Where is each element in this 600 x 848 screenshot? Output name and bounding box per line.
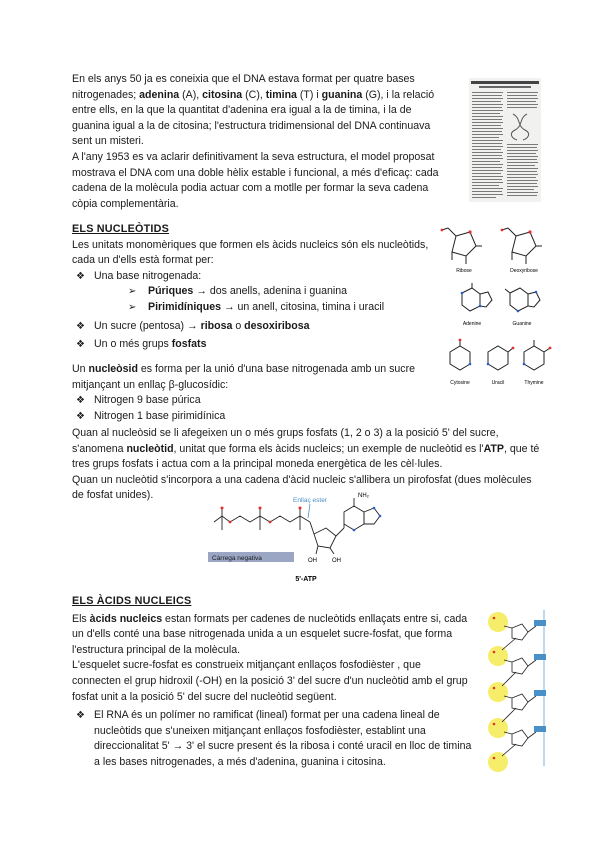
atp-figure <box>200 490 410 586</box>
intro-section <box>72 72 452 212</box>
list-item-puriques: ➢ Púriques → dos anells, adenina i guanina <box>72 284 432 300</box>
nucleotids-heading: ELS NUCLEÒTIDS <box>72 223 169 235</box>
cytosine-label: Cytosine <box>450 380 470 386</box>
uracil-label: Uracil <box>491 380 505 386</box>
deoxyribose-label: Deoxyribose <box>510 268 538 274</box>
nucleosid-list <box>72 393 434 424</box>
guanine-label: Guanine <box>512 321 532 327</box>
nh2-label: NH₂ <box>358 493 369 499</box>
list-item-base: ❖ Una base nitrogenada: <box>72 269 432 285</box>
pyrimidines-figure <box>440 338 556 388</box>
negative-charge-label: Càrrega negativa <box>212 555 262 562</box>
pirofosfat-paragraph: Quan un nucleòtid s'incorpora a una cadena d'àcid nucleic s'allibera un pirofosfat (dues molècules de fosfat unides). <box>72 473 532 502</box>
atp-caption: 5'-ATP <box>295 576 317 583</box>
oh-label-2: OH <box>332 558 341 564</box>
newspaper-article-image <box>469 78 541 202</box>
list-item-pirimidiniques: ➢ Pirimidíniques → un anell, citosina, timina i uracil <box>72 300 432 316</box>
sugars-figure <box>436 222 556 274</box>
list-item-fosfats: ❖ Un o més grups fosfats <box>72 337 432 353</box>
acids-heading: ELS ÀCIDS NUCLEICS <box>72 595 192 607</box>
oh-label-1: OH <box>308 558 317 564</box>
nucleosid-block <box>72 362 434 424</box>
intro-paragraph-1: En els anys 50 ja es coneixia que el DNA estava format per quatre bases nitrogenades; adenina (A), citosina (C), timina (T) i guanina (G), i la relació entre ells, en la que la quantitat d'adenina era igual a la de timina, i la de guanina igual a la de citosina; l'estructura tridimensional del DNA continuava sent un misteri. <box>72 73 435 148</box>
atp-paragraph: Quan al nucleòsid se li afegeixen un o més grups fosfats (1, 2 o 3) a la posició 5' del sucre, s'anomena nucleòtid, unitat que forma els àcids nucleics; un exemple de nucleòtid es l'ATP, que té tres grups fosfats i actua com a la principal moneda energètica de les cèl·lules. <box>72 427 540 471</box>
acids-section <box>72 594 472 771</box>
ester-bond-label: Enllaç ester <box>293 497 327 504</box>
list-item-n9: ❖ Nitrogen 9 base púrica <box>72 393 434 409</box>
nucleotids-intro: Les unitats monomèriques que formen els àcids nucleics són els nucleòtids, cada un d'ells està format per: <box>72 238 429 267</box>
purines-figure <box>448 283 548 329</box>
thymine-label: Thymine <box>524 380 544 386</box>
intro-paragraph-2: A l'any 1953 es va aclarir definitivament la seva estructura, el model proposat mostrava el DNA com una doble hèlix estable i funcional, a més d'eficaç: cada cadena de la molècula podia actuar com a motlle per formar la seva cadena còpia complementària. <box>72 150 439 210</box>
acids-paragraph-2: L'esquelet sucre-fosfat es construeix mitjançant enllaços fosfodièster , que connecten el grup hidroxil (-OH) en la posició 3' del sucre d'un nucleòtid amb el grup fosfat unit a la posició 5' del sucre del nucleòtid següent. <box>72 659 468 703</box>
nucleotide-components-list <box>72 269 432 353</box>
acids-paragraph-1: Els àcids nucleics estan formats per cadenes de nucleòtids enllaçats entre si, cada un d'ells conté una base nitrogenada unida a un esquelet sucre-fosfat, que forma l'estructura principal de la molècula. <box>72 612 468 656</box>
list-item-rna: ❖ El RNA és un polímer no ramificat (lineal) format per una cadena lineal de nucleòtids que s'uneixen mitjançant enllaços fosfodièster, establint una direccionalitat 5' → 3' el sucre present és la ribosa i conté uracil en lloc de timina a les bases nitrogenades, a més d'adenina, guanina i citosina. <box>72 708 472 770</box>
rna-list <box>72 708 472 770</box>
nucleosid-paragraph: Un nucleòsid es forma per la unió d'una base nitrogenada amb un sucre mitjançant un enllaç β-glucosídic: <box>72 363 415 391</box>
adenine-label: Adenine <box>462 321 482 327</box>
ribose-label: Ribose <box>456 268 472 274</box>
list-item-sucre: ❖ Un sucre (pentosa) → ribosa o desoxiribosa <box>72 319 432 335</box>
nucleotids-section <box>72 222 432 353</box>
nucleic-acid-chain-figure <box>476 604 556 776</box>
list-item-n1: ❖ Nitrogen 1 base pirimidínica <box>72 409 434 425</box>
